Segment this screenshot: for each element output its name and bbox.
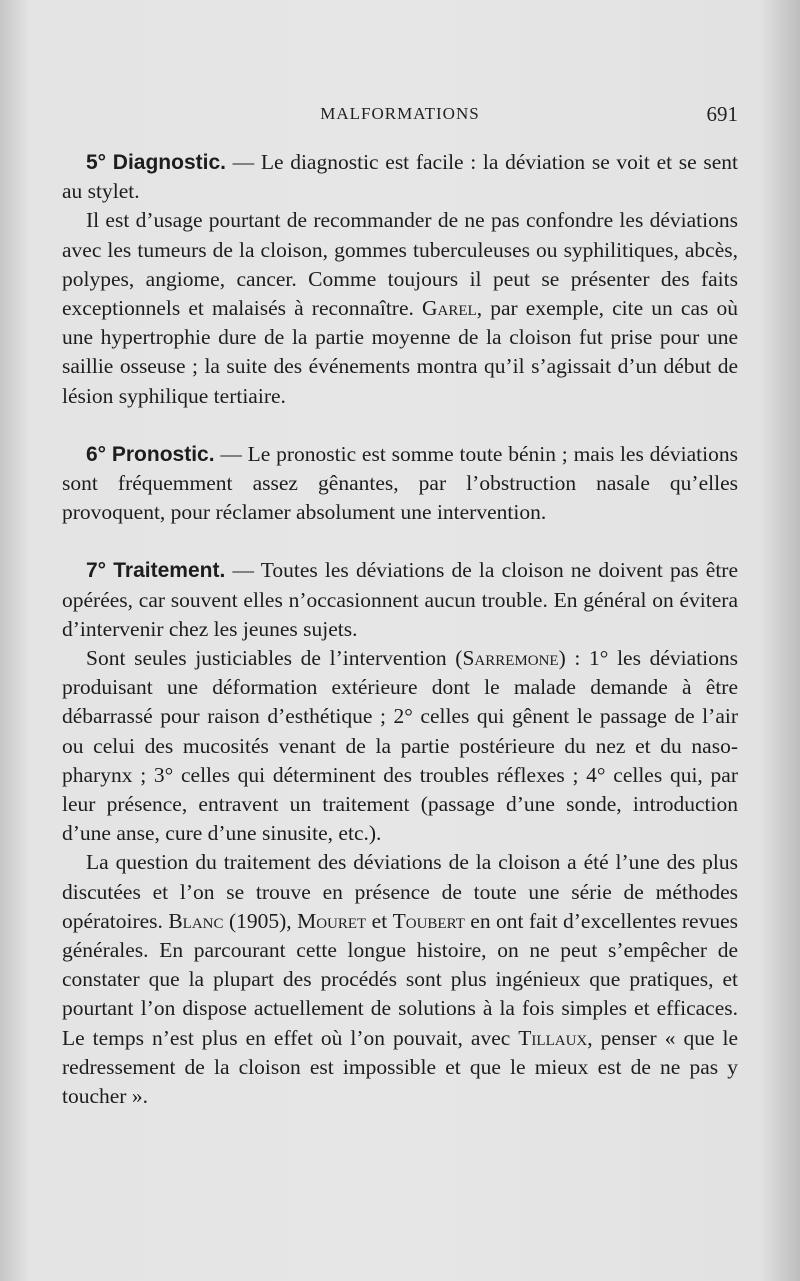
page-header [62,104,738,128]
traitement-number: 7° [86,559,107,583]
author-name-toubert: Toubert [392,908,465,933]
pronostic-heading: Pronostic. [111,442,215,466]
author-name-tillaux: Tillaux [518,1025,588,1050]
diagnostic-number: 5° [86,151,107,174]
diagnostic-text: — Le diagnostic est facile : la déviation se voit et se sent au stylet. [62,150,739,204]
traitement-paragraph-3 [62,848,738,1111]
pronostic-paragraph [62,440,738,528]
author-name-garel: Garel [422,296,477,321]
diagnostic-p2-text-b: , par exemple, cite un cas où une hypertrophie dure de la partie moyenne de la cloison fut prise pour une saillie osseuse ; la suite des événements montra qu’il s’agissait d’un début de lésion syphilique tertiaire. [62,296,738,408]
author-name-blanc: Blanc [168,908,224,933]
pronostic-text: — Le pronostic est somme toute bénin ; mais les déviations sont fréquemment assez gênantes, par l’obstruction nasale qu’elles provoquent, pour réclamer absolument une intervention. [62,441,739,525]
body-text [62,148,738,1111]
traitement-text: — Toutes les déviations de la cloison ne doivent pas être opérées, car souvent elles n’occasionnent aucun trouble. En général on évitera d’intervenir chez les jeunes sujets. [62,558,739,641]
diagnostic-paragraph-2 [62,206,738,410]
traitement-p3-text-c: et [366,908,393,933]
traitement-p2-text-b: ) : 1° les déviations produisant une déformation extérieure dont le malade demande à être débarrassé pour raison d’esthétique ; 2° celles qui gênent le passage de l’air ou celui des mucosités venant de la partie postérieure du nez et du naso-pharynx ; 3° celles qui déterminent des troubles réflexes ; 4° celles qui, par leur présence, entravent un traitement (passage d’une sonde, introduction d’une anse, cure d’une sinusite, etc.). [62,646,738,846]
diagnostic-heading: Diagnostic. [112,151,226,174]
traitement-p2-text-a: Sont seules justiciables de l’intervention ( [86,646,463,671]
diagnostic-p2-text-a: Il est d’usage pourtant de recommander de ne pas confondre les déviations avec les tumeurs de la cloison, gommes tuberculeuses ou syphilitiques, abcès, polypes, angiome, cancer. Comme toujours il peut se présenter des faits exceptionnels et malaisés à reconnaître. [62,208,738,321]
author-name-mouret: Mouret [297,908,367,933]
traitement-p3-text-b: (1905), [223,908,298,933]
traitement-paragraph [62,556,738,644]
traitement-heading: Traitement. [113,559,226,583]
traitement-p3-text-e: , penser « que le redressement de la cloison est impossible et que le mieux est de ne pas y toucher ». [62,1025,739,1109]
author-name-sarremone: Sarremone [462,646,559,671]
running-title: MALFORMATIONS [320,104,480,123]
traitement-paragraph-2 [62,644,738,848]
diagnostic-paragraph [62,148,738,206]
traitement-p3-text-d: en ont fait d’excellentes revues générales. En parcourant cette longue histoire, on ne peut s’empêcher de constater que la plupart des procédés sont plus ingénieux que pratiques, et pourtant l’on dispose actuellement de solutions à la fois simples et efficaces. Le temps n’est plus en effet où l’on pouvait, avec [62,908,738,1050]
pronostic-number: 6° [86,442,107,466]
page-number: 691 [706,102,738,126]
traitement-p3-text-a: La question du traitement des déviations de la cloison a été l’une des plus discutées et l’on se trouve en présence de toute une série de méthodes opératoires. [62,850,738,933]
